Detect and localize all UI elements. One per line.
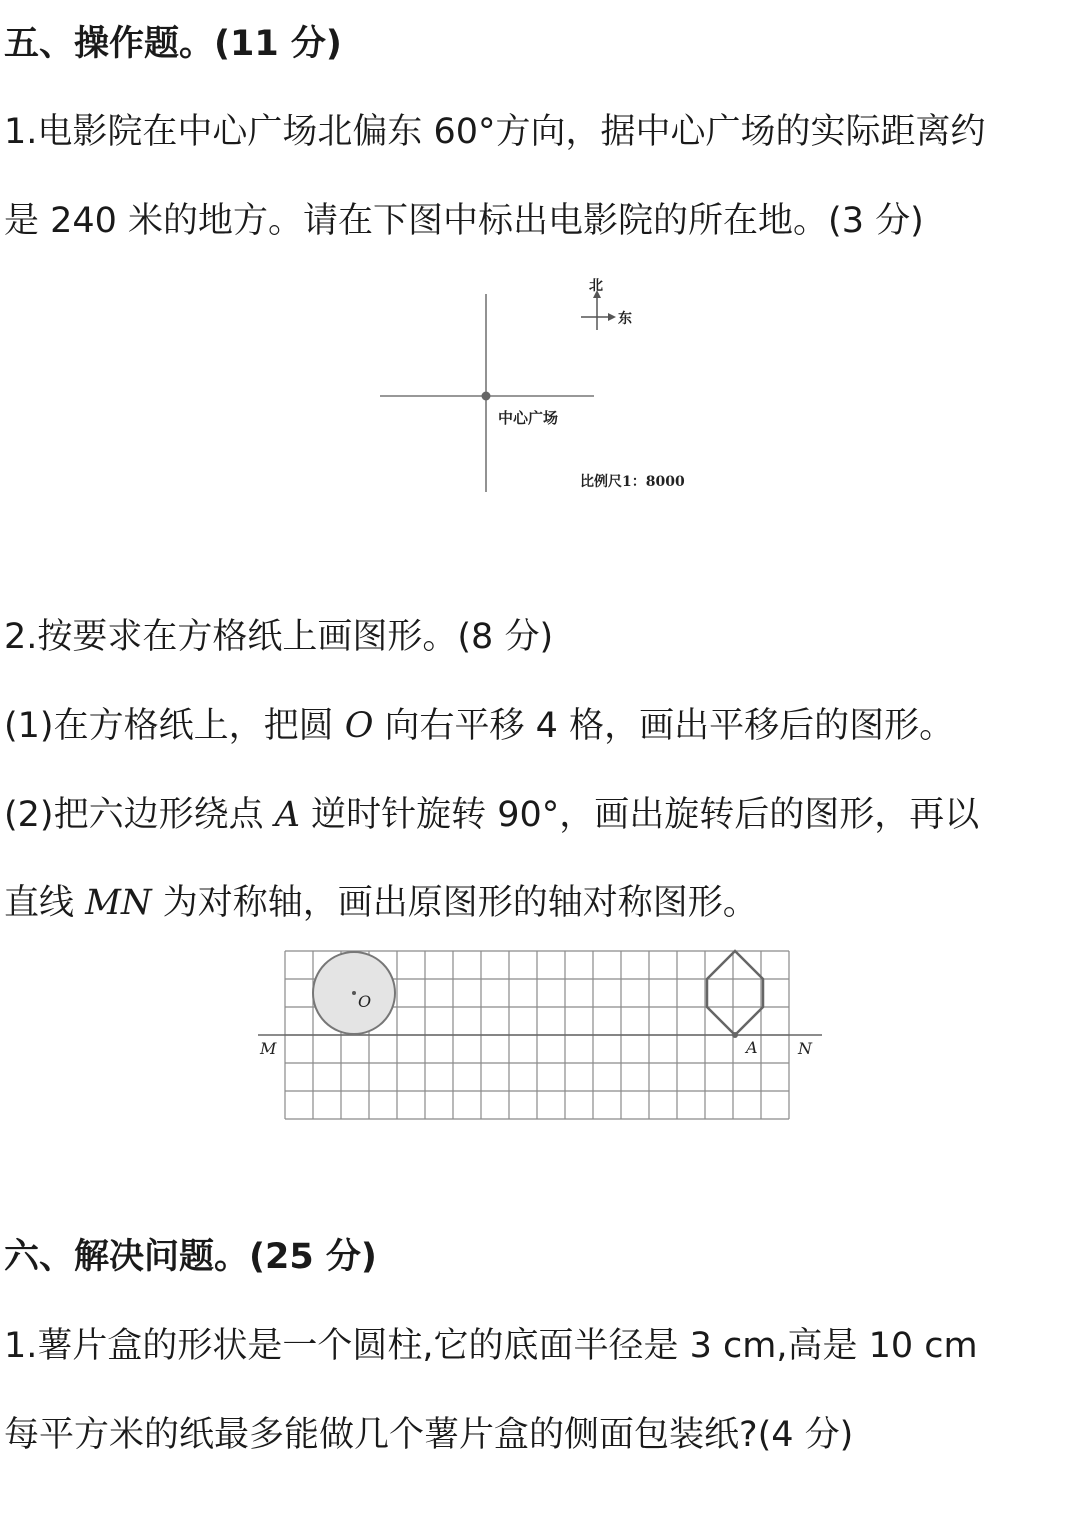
q2-part2-prefix: (2)把六边形绕点 [4,795,275,835]
q2-part1-var: O [344,706,374,746]
label-o: O [358,992,372,1011]
section-6-title: 六、解决问题。(25 分) [4,1237,377,1277]
point-a [732,1032,738,1038]
east-label: 东 [618,311,632,327]
center-label: 中心广场 [498,409,559,427]
q1-text-line1: 1.电影院在中心广场北偏东 60°方向，据中心广场的实际距离约 [4,112,986,152]
hexagon [707,951,763,1035]
q1-text-line2: 是 240 米的地方。请在下图中标出电影院的所在地。(3 分) [4,201,924,241]
map-figure [370,270,730,500]
q2-part2 [4,793,979,837]
label-n: N [798,1039,812,1058]
scale-label: 比例尺1：8000 [580,474,685,490]
circle-o-center [352,991,356,995]
q2-part3-var: MN [85,883,152,923]
s6-q1-line2: 每平方米的纸最多能做几个薯片盒的侧面包装纸?(4 分) [4,1415,854,1455]
q2-part1 [4,704,954,748]
grid-figure [250,945,830,1125]
s6-q1-line1: 1.薯片盒的形状是一个圆柱,它的底面半径是 3 cm,高是 10 cm [4,1326,978,1366]
q2-part1-prefix: (1)在方格纸上，把圆 [4,706,345,746]
q2-part2-suffix: 逆时针旋转 90°，画出旋转后的图形，再以 [300,795,980,835]
q2-text-line1: 2.按要求在方格纸上画图形。(8 分) [4,617,554,657]
center-point [482,392,491,401]
label-a: A [746,1038,758,1057]
label-m: M [260,1039,277,1058]
q2-part3-prefix: 直线 [4,883,86,923]
north-label: 北 [589,278,603,294]
compass-rose [581,290,616,330]
q2-part1-suffix: 向右平移 4 格，画出平移后的图形。 [373,706,955,746]
section-5-title: 五、操作题。(11 分) [4,24,342,64]
q2-part3 [4,881,758,925]
q2-part3-suffix: 为对称轴，画出原图形的轴对称图形。 [151,883,758,923]
q2-part2-var: A [274,795,300,835]
